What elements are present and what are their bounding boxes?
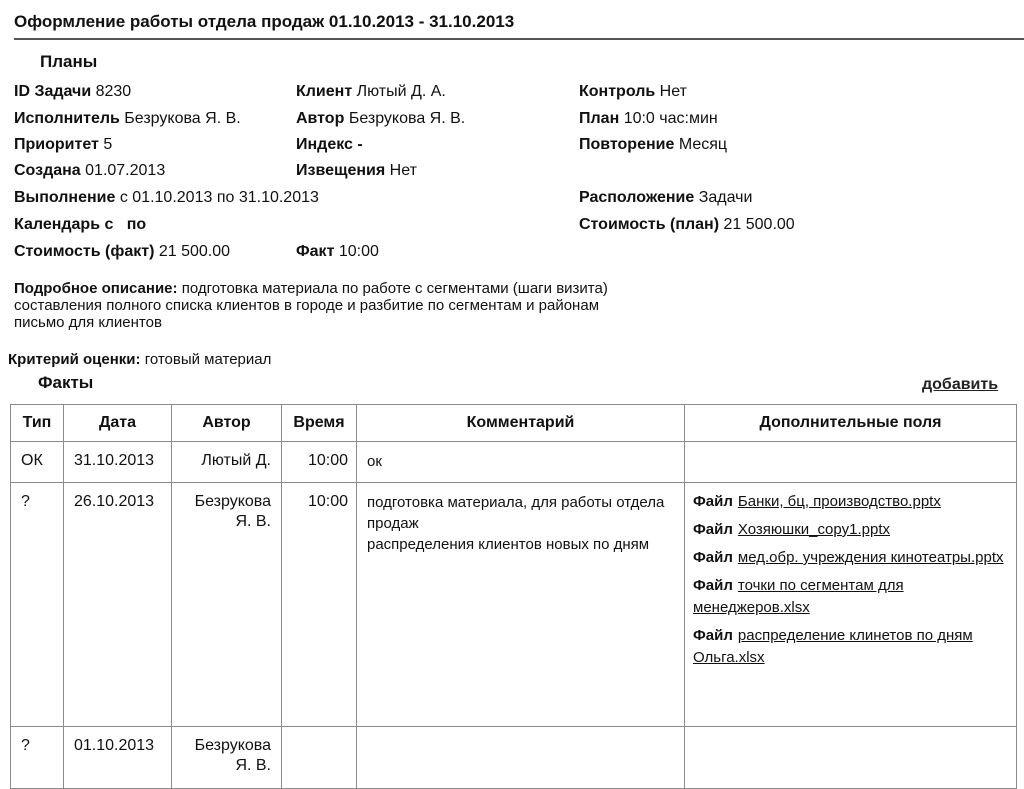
field-value: Лютый Д. А. [356,83,446,100]
field-cost-plan [579,216,795,234]
file-label: Файл [693,521,733,538]
field-client [296,83,446,101]
cell-type [11,483,64,727]
field-label: Факт [296,243,335,260]
field-location [579,189,752,207]
cell-comment [357,727,685,789]
cell-time [282,727,357,789]
field-value: Безрукова Я. В. [348,110,466,127]
file-link[interactable]: распределение клинетов по дням Ольга.xlsx [693,627,973,666]
field-value: 8230 [95,83,132,100]
facts-table [10,404,1017,789]
page-title: Оформление работы отдела продаж 01.10.2013 - 31.10.2013 [14,12,515,31]
field-value: Нет [389,162,417,179]
file-entry [693,491,1010,513]
criterion-label: Критерий оценки [8,351,136,368]
detailed-description: Подробное описание: подготовка материала по работе с сегментами (шаги визита) составления полного списка клиентов в городе и разбитие по сегментам и районам письмо для клиентов [14,280,608,331]
comment-line: ок [367,453,382,470]
file-link[interactable]: точки по сегментам для менеджеров.xlsx [693,577,904,616]
field-value: 5 [103,136,113,153]
time-value [282,727,356,740]
file-entry [693,547,1010,569]
field-label: Календарь [14,216,101,233]
criterion-value: готовый материал [144,351,272,368]
field-value: с по [104,216,147,233]
evaluation-criterion: Критерий оценки: готовый материал [8,351,272,368]
field-value: Задачи [698,189,753,206]
type-value: ? [21,493,30,510]
file-entry [693,625,1010,669]
field-value: с 01.10.2013 по 31.10.2013 [119,189,319,206]
comment-line: распределения клиентов новых по дням [367,536,650,553]
field-notifications [296,162,417,180]
field-priority [14,136,112,154]
add-fact-link[interactable]: добавить [922,376,999,393]
field-label: Клиент [296,83,353,100]
file-label: Файл [693,549,733,566]
column-header-extra-fields: Дополнительные поля [685,405,1017,442]
author-value: Безрукова Я. В. [194,737,271,774]
column-header-time: Время [282,405,357,442]
field-plan [579,110,718,128]
cell-time [282,483,357,727]
field-cost-fact [14,243,230,261]
field-label: Выполнение [14,189,116,206]
time-value: 10:00 [307,493,348,510]
file-link[interactable]: Хозяюшки_copy1.pptx [737,521,891,538]
field-label: Автор [296,110,345,127]
cell-comment [357,483,685,727]
cell-author [172,442,282,483]
field-label: ID Задачи [14,83,92,100]
table-row [11,442,1017,483]
field-fact [296,243,379,261]
plans-heading: Планы [40,52,98,71]
file-label: Файл [693,493,733,510]
field-label: Создана [14,162,81,179]
date-value: 26.10.2013 [74,493,155,510]
column-header-date: Дата [64,405,172,442]
table-header-row [11,405,1017,442]
description-line: составления полного списка клиентов в городе и разбитие по сегментам и районам [14,297,599,314]
field-label: План [579,110,620,127]
cell-comment [357,442,685,483]
table-row [11,483,1017,727]
field-created [14,162,165,180]
cell-extra-fields [685,442,1017,483]
attached-files [685,483,1016,677]
comment-line: подготовка материала, для работы отдела продаж [367,494,665,532]
type-value: ? [21,737,30,754]
field-value: 21 500.00 [158,243,231,260]
comment-value [357,442,684,476]
field-executor [14,110,241,128]
field-label: Стоимость (факт) [14,243,155,260]
description-line: письмо для клиентов [14,314,162,331]
field-label: Приоритет [14,136,99,153]
field-value: 01.07.2013 [85,162,166,179]
field-label: Извещения [296,162,386,179]
field-value: - [357,136,363,153]
field-task-id [14,83,131,101]
file-entry [693,519,1010,541]
field-calendar [14,216,146,234]
type-value: ОК [21,452,43,469]
cell-extra-fields [685,727,1017,789]
field-label: Стоимость (план) [579,216,720,233]
description-label: Подробное описание [14,280,173,297]
cell-extra-fields [685,483,1017,727]
date-value: 01.10.2013 [74,737,155,754]
cell-date [64,727,172,789]
field-value: 21 500.00 [723,216,795,233]
file-link[interactable]: мед.обр. учреждения кинотеатры.pptx [737,549,1004,566]
comment-value [357,483,684,559]
field-label: Исполнитель [14,110,120,127]
field-repeat [579,136,727,154]
field-control [579,83,687,101]
field-author [296,110,465,128]
description-line: подготовка материала по работе с сегментами (шаги визита) [181,280,608,297]
field-value: Безрукова Я. В. [124,110,241,127]
cell-author [172,483,282,727]
field-label: Контроль [579,83,656,100]
facts-heading: Факты [38,373,94,392]
cell-date [64,483,172,727]
field-label: Расположение [579,189,695,206]
field-index [296,136,363,154]
file-link[interactable]: Банки, бц, производство.pptx [737,493,941,510]
column-header-comment: Комментарий [357,405,685,442]
date-value: 31.10.2013 [74,452,155,469]
file-entry [693,575,1010,619]
column-header-type: Тип [11,405,64,442]
cell-time [282,442,357,483]
cell-type [11,442,64,483]
field-value: Нет [659,83,687,100]
field-value: 10:0 час:мин [623,110,718,127]
author-value: Безрукова Я. В. [194,493,271,530]
title-divider [14,38,1024,40]
field-label: Повторение [579,136,675,153]
column-header-author: Автор [172,405,282,442]
author-value: Лютый Д. [201,452,271,469]
cell-type [11,727,64,789]
cell-date [64,442,172,483]
file-label: Файл [693,627,733,644]
field-execution [14,189,319,207]
field-label: Индекс [296,136,353,153]
field-value: 10:00 [338,243,379,260]
file-label: Файл [693,577,733,594]
table-row [11,727,1017,789]
field-value: Месяц [678,136,728,153]
cell-author [172,727,282,789]
time-value: 10:00 [307,452,348,469]
